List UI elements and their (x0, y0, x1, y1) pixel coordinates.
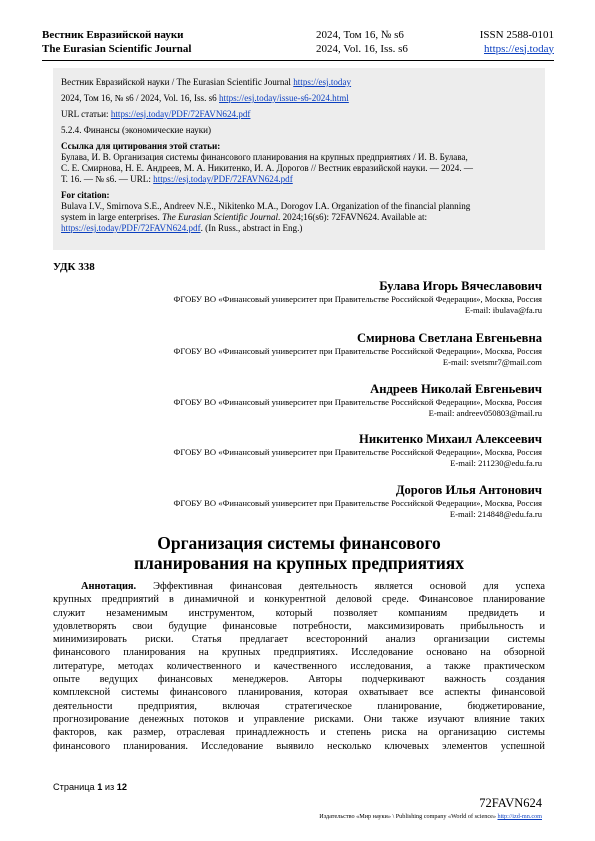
article-url-line (61, 109, 537, 120)
publisher-line (319, 813, 542, 820)
citation-en-heading: For citation: (61, 190, 110, 200)
issue-ru: 2024, Том 16, № s6 (316, 29, 404, 41)
issue-en: 2024, Vol. 16, Iss. s6 (316, 42, 408, 55)
abstract-label: Аннотация. (81, 581, 137, 592)
author-name: Андреев Николай Евгеньевич (370, 382, 542, 396)
author-affiliation: ФГОБУ ВО «Финансовый университет при Правительстве Российской Федерации», Москва, Россия (173, 294, 542, 304)
issue-line (61, 93, 537, 104)
author-block (174, 382, 542, 419)
author-name: Дорогов Илья Антонович (395, 483, 542, 497)
journal-name-ru: Вестник Евразийской науки (42, 29, 184, 41)
journal-header (42, 29, 554, 59)
abstract-line: факторов, как размер, отраслевая принадлежность и степень риска на организацию системы (53, 727, 545, 739)
abstract-line: литературе, методах количественного и качественного исследования, а также практическом (53, 660, 545, 672)
citation-ru-line: С. Е. Смирнова, Н. Е. Андреев, М. А. Никитенко, И. А. Дорогов // Вестник евразийской науки. — 2024. — (61, 163, 473, 173)
page-middle: из (102, 782, 117, 792)
journal-name-en: The Eurasian Scientific Journal (42, 42, 192, 55)
page-total: 12 (116, 782, 128, 792)
udk-code: УДК 338 (53, 261, 95, 273)
abstract-line: финансового планирования на крупных предприятиях. Исследование основано на обзорной (53, 647, 545, 659)
citation-ru (61, 141, 537, 185)
article-code: 72FAVN624 (479, 796, 542, 810)
abstract-line: комплексной системы финансового планирования, которая охватывает все аспекты финансовой (53, 687, 545, 699)
citation-ru-heading: Ссылка для цитирования этой статьи: (61, 141, 221, 151)
author-block (174, 279, 542, 316)
article-title-line: Организация системы финансового (157, 533, 441, 553)
abstract-line: финансового планирования. Исследование выявило несколько ключевых элементов успешной (53, 740, 545, 752)
journal-line-text: Вестник Евразийской науки / The Eurasian Scientific Journal (61, 77, 294, 87)
author-name: Булава Игорь Вячеславович (379, 279, 542, 293)
issue-block (316, 29, 408, 56)
issn: ISSN 2588-0101 (479, 29, 554, 41)
citation-en-line: Bulava I.V., Smirnova S.E., Andreev N.E., Nikitenko M.A., Dorogov I.A. Organization of the financial planning (61, 201, 471, 211)
citation-ru-text: Т. 16. — № s6. — URL: (61, 174, 154, 184)
article-title-line: планирования на крупных предприятиях (133, 553, 465, 573)
author-block (174, 331, 542, 368)
journal-name-block (42, 29, 191, 56)
publisher-text: Издательство «Мир науки» \ Publishing company «World of science» (319, 813, 498, 820)
page-number (53, 782, 127, 792)
citation-ru-line (61, 174, 537, 185)
publisher-link[interactable]: http://izd-mn.com (497, 813, 542, 820)
citation-en-line (61, 212, 537, 223)
citation-en-text: . 2024;16(s6): 72FAVN624. Available at: (278, 212, 428, 222)
author-email: E-mail: 214848@edu.fa.ru (449, 509, 542, 519)
abstract-text: Эффективная финансовая деятельность является основой для успеха (136, 581, 545, 592)
citation-en-journal: The Eurasian Scientific Journal (162, 212, 279, 222)
author-affiliation: ФГОБУ ВО «Финансовый университет при Правительстве Российской Федерации», Москва, Россия (173, 498, 542, 508)
page-current: 1 (97, 782, 103, 792)
author-name: Никитенко Михаил Алексеевич (359, 432, 542, 446)
abstract (53, 580, 545, 753)
header-divider (42, 60, 554, 61)
author-affiliation: ФГОБУ ВО «Финансовый университет при Правительстве Российской Федерации», Москва, Россия (173, 447, 542, 457)
abstract-line: опыте ведущих финансовых менеджеров. Авторы подчеркивают важность создания (53, 674, 545, 686)
author-email: E-mail: svetsmr7@mail.com (442, 357, 542, 367)
abstract-line: удовлетворять свои будущие финансовые потребности, максимизировать прибыльность и (53, 620, 545, 632)
page-prefix: Страница (53, 782, 98, 792)
abstract-line (53, 580, 545, 593)
citation-en-text: system in large enterprises. (61, 212, 163, 222)
citation-ru-line: Булава, И. В. Организация системы финансового планирования на крупных предприятиях / И. В. Булава, (61, 152, 468, 162)
abstract-line: деятельности предприятия, включая стратегическое планирование, бюджетирование, (53, 700, 545, 712)
citation-en (61, 190, 537, 234)
author-block (174, 483, 542, 520)
abstract-line: служит незаменимым инструментом, который позволяет компаниям предвидеть и (53, 607, 545, 619)
journal-line (61, 77, 537, 88)
issn-block (480, 29, 554, 56)
article-title (53, 533, 545, 573)
citation-ru-link[interactable]: https://esj.today/PDF/72FAVN624.pdf (153, 174, 293, 184)
issue-line-text: 2024, Том 16, № s6 / 2024, Vol. 16, Iss. s6 (61, 93, 219, 103)
citation-en-text: . (In Russ., abstract in Eng.) (200, 223, 303, 233)
abstract-line: минимизировать риски. Статья предлагает всесторонний анализ организации системы (53, 634, 545, 646)
site-link[interactable]: https://esj.today (484, 42, 554, 55)
author-affiliation: ФГОБУ ВО «Финансовый университет при Правительстве Российской Федерации», Москва, Россия (173, 397, 542, 407)
citation-box (53, 68, 545, 250)
author-email: E-mail: ibulava@fa.ru (464, 305, 542, 315)
article-url-label: URL статьи: (61, 109, 111, 119)
abstract-line: крупных предприятий в динамичной и конкурентной деловой среде. Финансовое планирование (53, 594, 545, 606)
issue-link[interactable]: https://esj.today/issue-s6-2024.html (219, 93, 349, 103)
category-line: 5.2.4. Финансы (экономические науки) (61, 125, 212, 135)
author-affiliation: ФГОБУ ВО «Финансовый университет при Правительстве Российской Федерации», Москва, Россия (173, 346, 542, 356)
author-email: E-mail: andreev050803@mail.ru (428, 408, 542, 418)
citation-en-line (61, 223, 537, 234)
journal-link[interactable]: https://esj.today (293, 77, 352, 87)
author-name: Смирнова Светлана Евгеньевна (356, 331, 542, 345)
author-block (174, 432, 542, 469)
abstract-line: прогнозирование денежных потоков и управление рисками. Они также изучают влияние таких (53, 713, 545, 725)
citation-en-link[interactable]: https://esj.today/PDF/72FAVN624.pdf (61, 223, 201, 233)
article-url-link[interactable]: https://esj.today/PDF/72FAVN624.pdf (110, 109, 251, 119)
author-email: E-mail: 211230@edu.fa.ru (450, 458, 542, 468)
